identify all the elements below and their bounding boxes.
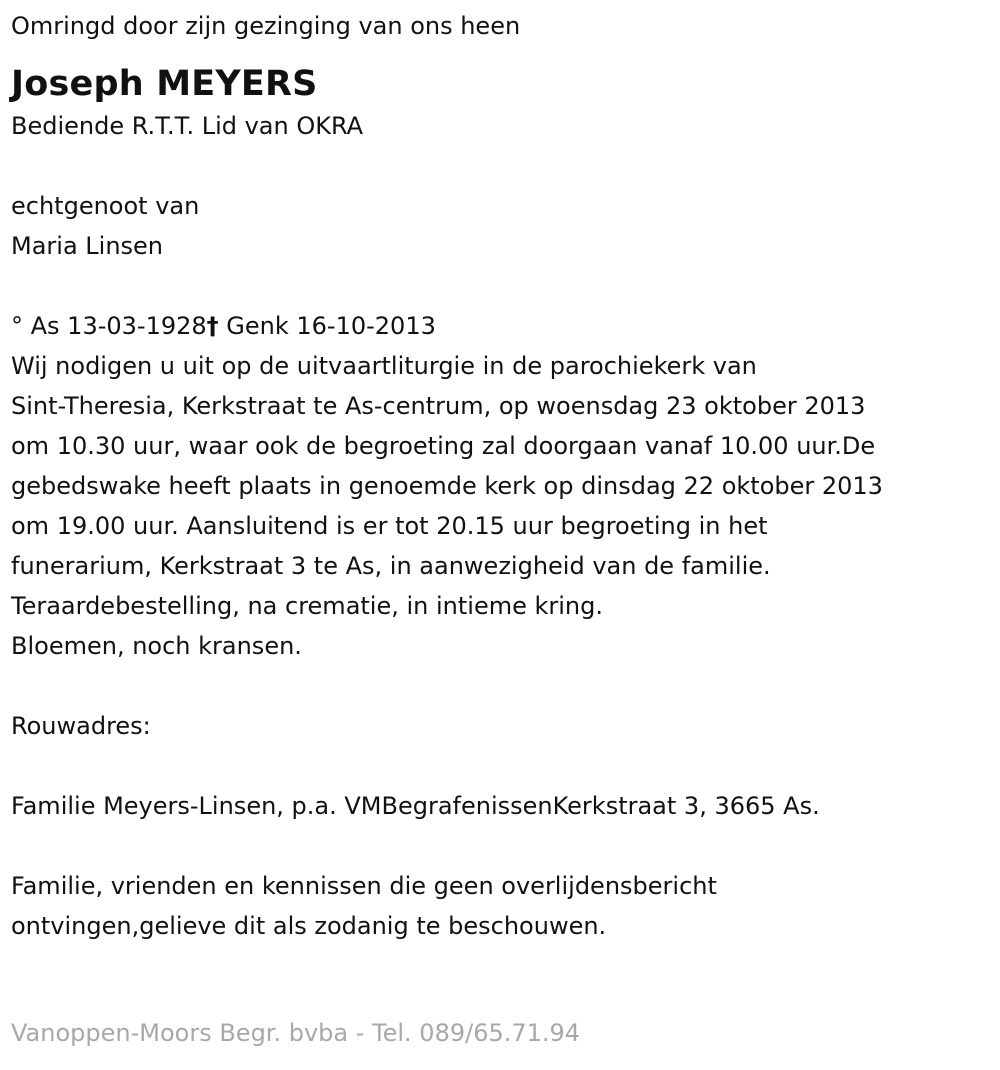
deceased-name: Joseph MEYERS xyxy=(11,64,318,104)
spacer xyxy=(11,146,1000,186)
spacer xyxy=(11,746,1000,786)
address-label: Rouwadres: xyxy=(11,712,151,740)
spouse-name: Maria Linsen xyxy=(11,232,164,260)
closing-line: Familie, vrienden en kennissen die geen overlijdensbericht xyxy=(11,872,717,900)
spacer xyxy=(11,266,1000,306)
birth-text: ° As 13-03-1928 xyxy=(11,312,207,340)
closing-line: ontvingen,gelieve dit als zodanig te beschouwen. xyxy=(11,912,607,940)
body-line: Sint-Theresia, Kerkstraat te As-centrum, op woensdag 23 oktober 2013 xyxy=(11,392,866,420)
body-line: gebedswake heeft plaats in genoemde kerk op dinsdag 22 oktober 2013 xyxy=(11,472,883,500)
address-text: Familie Meyers-Linsen, p.a. VMBegrafenissenKerkstraat 3, 3665 As. xyxy=(11,792,820,820)
body-line: om 10.30 uur, waar ook de begroeting zal doorgaan vanaf 10.00 uur.De xyxy=(11,432,876,460)
occupation-text: Bediende R.T.T. Lid van OKRA xyxy=(11,112,364,140)
undertaker-footer: Vanoppen-Moors Begr. bvba - Tel. 089/65.71.94 xyxy=(11,1019,581,1047)
intro-text: Omringd door zijn gezinging van ons heen xyxy=(11,12,521,40)
spacer xyxy=(11,826,1000,866)
cross-icon: † xyxy=(206,312,219,340)
spacer xyxy=(11,666,1000,706)
birth-death-line xyxy=(11,306,1000,346)
body-line: Bloemen, noch kransen. xyxy=(11,632,302,660)
body-line: Wij nodigen u uit op de uitvaartliturgie in de parochiekerk van xyxy=(11,352,757,380)
body-line: om 19.00 uur. Aansluitend is er tot 20.15 uur begroeting in het xyxy=(11,512,768,540)
death-text: Genk 16-10-2013 xyxy=(218,312,436,340)
spouse-label: echtgenoot van xyxy=(11,192,200,220)
body-line: Teraardebestelling, na crematie, in intieme kring. xyxy=(11,592,604,620)
body-line: funerarium, Kerkstraat 3 te As, in aanwezigheid van de familie. xyxy=(11,552,771,580)
